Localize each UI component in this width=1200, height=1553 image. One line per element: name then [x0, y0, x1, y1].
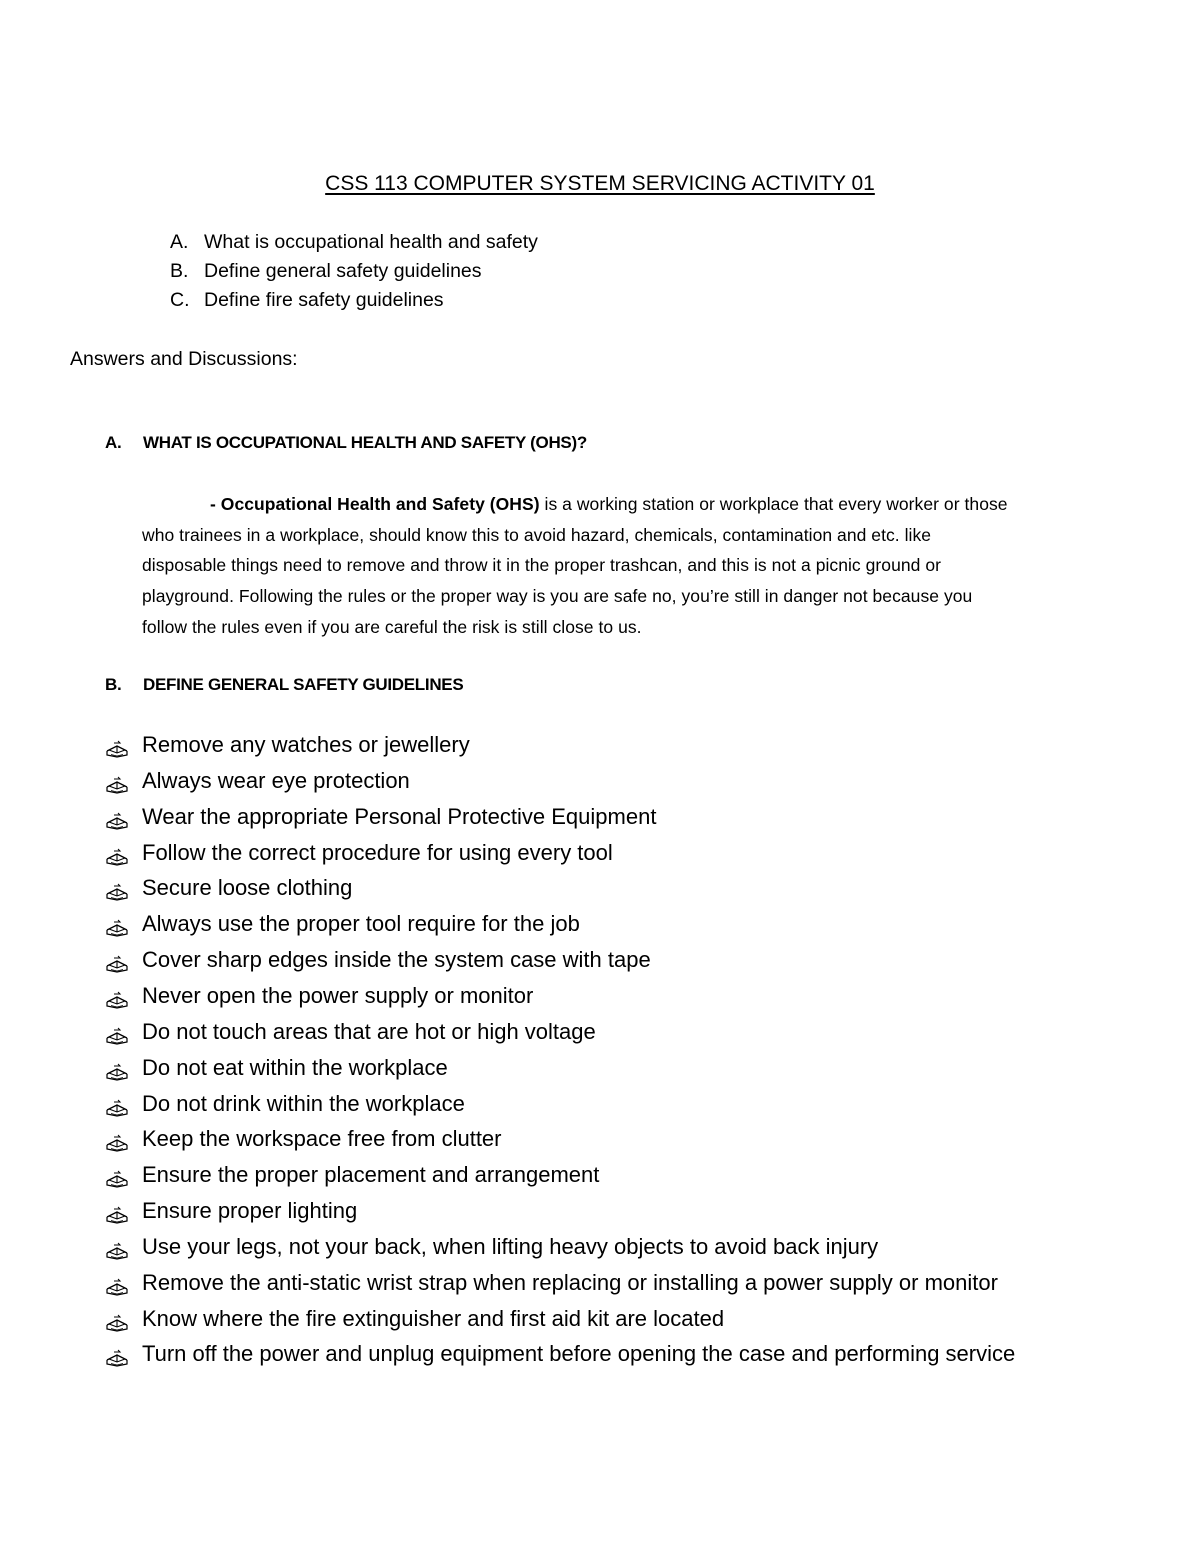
section-letter: B.	[105, 675, 122, 694]
book-bullet-icon	[106, 1206, 128, 1224]
book-bullet-icon	[106, 991, 128, 1009]
question-text: Define fire safety guidelines	[204, 289, 444, 311]
question-letter: C.	[170, 289, 190, 311]
question-text: What is occupational health and safety	[204, 231, 538, 253]
section-letter: A.	[105, 433, 122, 452]
book-bullet-icon	[106, 1099, 128, 1117]
question-letter: B.	[170, 260, 189, 282]
guideline-text: Wear the appropriate Personal Protective Equipment	[142, 803, 657, 829]
guideline-text: Ensure the proper placement and arrangement	[142, 1162, 600, 1188]
book-bullet-icon	[106, 740, 128, 758]
guideline-text: Use your legs, not your back, when lifting heavy objects to avoid back injury	[142, 1233, 879, 1259]
page-title: CSS 113 COMPUTER SYSTEM SERVICING ACTIVITY 01	[325, 172, 875, 195]
book-bullet-icon	[106, 1134, 128, 1152]
book-bullet-icon	[106, 883, 128, 901]
guideline-text: Follow the correct procedure for using every tool	[142, 839, 613, 865]
book-bullet-icon	[106, 1349, 128, 1367]
guideline-text: Do not eat within the workplace	[142, 1054, 448, 1080]
guideline-text: Do not drink within the workplace	[142, 1090, 465, 1116]
guideline-text: Know where the fire extinguisher and first aid kit are located	[142, 1305, 725, 1331]
book-bullet-icon	[106, 776, 128, 794]
guideline-text: Remove the anti-static wrist strap when replacing or installing a power supply or monitor	[142, 1269, 998, 1295]
paragraph-line: playground. Following the rules or the proper way is you are safe no, you’re still in danger not because you	[142, 586, 973, 606]
book-bullet-icon	[106, 1278, 128, 1296]
paragraph-lead-rest: is a working station or workplace that every worker or those	[539, 494, 1008, 514]
section-heading-text: WHAT IS OCCUPATIONAL HEALTH AND SAFETY (OHS)?	[143, 433, 587, 452]
guideline-text: Keep the workspace free from clutter	[142, 1126, 502, 1152]
paragraph-lead-bold: - Occupational Health and Safety (OHS)	[210, 494, 540, 514]
guideline-text: Never open the power supply or monitor	[142, 982, 534, 1008]
paragraph-line: who trainees in a workplace, should know this to avoid hazard, chemicals, contamination and etc. like	[142, 525, 932, 545]
paragraph-line	[210, 494, 1008, 515]
answers-label: Answers and Discussions:	[70, 348, 298, 370]
guideline-text: Always use the proper tool require for the job	[142, 911, 580, 937]
book-bullet-icon	[106, 1027, 128, 1045]
guideline-text: Do not touch areas that are hot or high voltage	[142, 1018, 596, 1044]
guideline-text: Always wear eye protection	[142, 767, 410, 793]
guideline-text: Ensure proper lighting	[142, 1198, 358, 1224]
book-bullet-icon	[106, 812, 128, 830]
book-bullet-icon	[106, 1314, 128, 1332]
section-heading-text: DEFINE GENERAL SAFETY GUIDELINES	[143, 675, 464, 694]
book-bullet-icon	[106, 848, 128, 866]
guideline-text: Remove any watches or jewellery	[142, 732, 470, 757]
book-bullet-icon	[106, 955, 128, 973]
guideline-text: Secure loose clothing	[142, 875, 353, 901]
paragraph-line: follow the rules even if you are careful the risk is still close to us.	[142, 617, 642, 637]
book-bullet-icon	[106, 1170, 128, 1188]
guideline-text: Cover sharp edges inside the system case with tape	[142, 947, 651, 973]
book-bullet-icon	[106, 1063, 128, 1081]
question-text: Define general safety guidelines	[204, 260, 482, 282]
question-letter: A.	[170, 231, 189, 253]
paragraph-line: disposable things need to remove and throw it in the proper trashcan, and this is not a picnic ground or	[142, 555, 942, 575]
book-bullet-icon	[106, 919, 128, 937]
guideline-text: Turn off the power and unplug equipment before opening the case and performing service	[142, 1341, 1016, 1367]
book-bullet-icon	[106, 1242, 128, 1260]
